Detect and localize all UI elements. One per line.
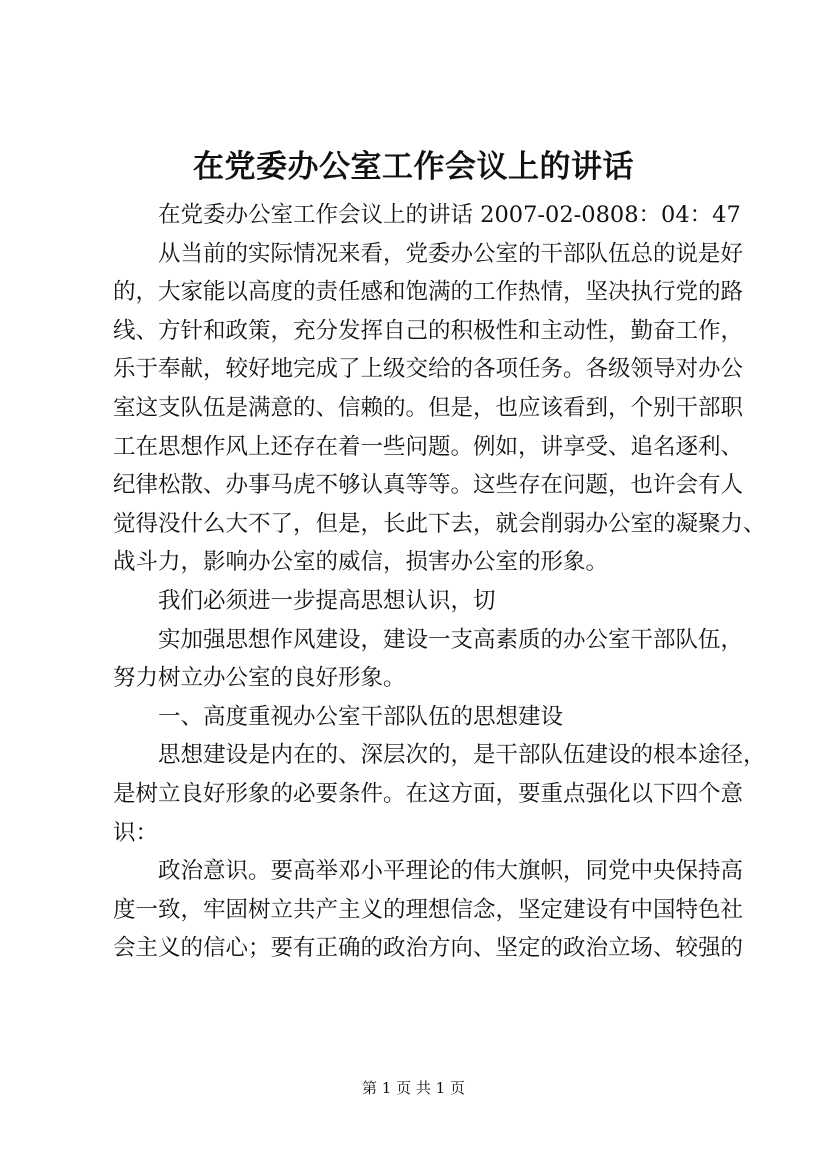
body-line: 努力树立办公室的良好形象。 — [113, 665, 406, 692]
body-line: 在党委办公室工作会议上的讲话 2007-02-0808：04：47 — [158, 202, 741, 228]
body-line: 从当前的实际情况来看，党委办公室的干部队伍总的说是好 — [158, 240, 744, 267]
body-line: 线、方针和政策，充分发挥自己的积极性和主动性，勤奋工作， — [113, 317, 744, 344]
body-line: 实加强思想作风建设，建设一支高素质的办公室干部队伍， — [158, 626, 744, 653]
body-line: 工在思想作风上还存在着一些问题。例如，讲享受、追名逐利、 — [113, 433, 744, 460]
body-line: 会主义的信心；要有正确的政治方向、坚定的政治立场、较强的 — [113, 935, 744, 962]
body-line: 纪律松散、办事马虎不够认真等等。这些存在问题，也许会有人 — [113, 472, 744, 499]
body-line: 乐于奉献，较好地完成了上级交给的各项任务。各级领导对办公 — [113, 356, 744, 383]
page-footer: 第 1 页 共 1 页 — [362, 1079, 465, 1097]
body-line: 战斗力，影响办公室的威信，损害办公室的形象。 — [113, 549, 609, 576]
body-line: 思想建设是内在的、深层次的，是干部队伍建设的根本途径， — [158, 742, 766, 769]
section-heading: 一、高度重视办公室干部队伍的思想建设 — [158, 703, 564, 730]
document-title: 在党委办公室工作会议上的讲话 — [193, 149, 634, 185]
body-line: 我们必须进一步提高思想认识，切 — [158, 587, 496, 614]
document-body — [113, 196, 766, 968]
body-line: 觉得没什么大不了，但是，长此下去，就会削弱办公室的凝聚力、 — [113, 510, 766, 537]
body-line: 政治意识。要高举邓小平理论的伟大旗帜，同党中央保持高 — [158, 858, 744, 885]
body-line: 室这支队伍是满意的、信赖的。但是，也应该看到，个别干部职 — [113, 394, 744, 421]
body-line: 是树立良好形象的必要条件。在这方面，要重点强化以下四个意 — [113, 780, 744, 807]
body-line: 度一致，牢固树立共产主义的理想信念，坚定建设有中国特色社 — [113, 896, 744, 923]
body-line: 的，大家能以高度的责任感和饱满的工作热情，坚决执行党的路 — [113, 279, 744, 306]
body-line: 识： — [113, 819, 159, 846]
